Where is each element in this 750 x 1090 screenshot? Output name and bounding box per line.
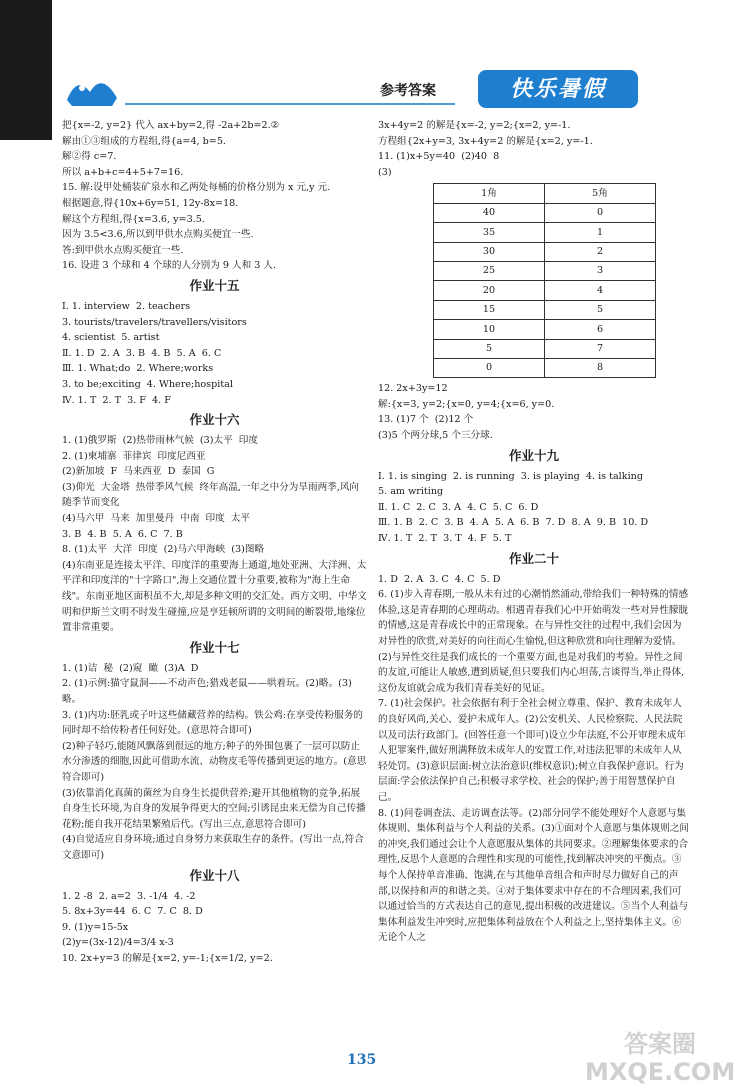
table-cell: 25 (434, 261, 545, 280)
table-row (434, 242, 656, 261)
answer-line: 15. 解:设甲处桶装矿泉水和乙两处每桶的价格分别为 x 元,y 元. (62, 182, 331, 194)
header-rule (125, 103, 455, 105)
mascot-icon (62, 70, 122, 110)
answer-line: 3. tourists/travelers/travellers/visitors (62, 316, 247, 328)
table-row (434, 281, 656, 300)
answer-line: 3. B 4. B 5. A 6. C 7. B (62, 528, 183, 540)
answer-line: Ⅱ. 1. D 2. A 3. B 4. B 5. A 6. C (62, 347, 222, 359)
header-title: 参考答案 (380, 83, 436, 99)
table-header: 1角 (434, 184, 545, 203)
answer-line: 12. 2x+3y=12 (378, 383, 448, 395)
answer-line: 解:{x=3, y=2;{x=0, y=4;{x=6, y=0. (378, 398, 555, 410)
table-cell: 0 (434, 358, 545, 377)
section-heading: 作业十六 (189, 412, 240, 428)
answer-line: (3)5 个两分球,5 个三分球. (378, 430, 493, 442)
answer-line: 1. 2 -8 2. a=2 3. -1/4 4. -2 (62, 890, 196, 902)
table-row (434, 320, 656, 339)
table-row (434, 358, 656, 377)
answer-line: (4)马六甲 马来 加里曼丹 中南 印度 太平 (62, 513, 250, 525)
answer-line: 因为 3.5<3.6,所以到甲供水点购买便宜一些. (62, 229, 254, 241)
page-number: 135 (347, 1052, 377, 1068)
answer-line: 3x+4y=2 的解是{x=-2, y=2;{x=2, y=-1. (378, 120, 571, 131)
section-heading: 作业十五 (189, 277, 240, 293)
answer-line: Ⅰ. 1. interview 2. teachers (62, 300, 191, 312)
answer-line: Ⅳ. 1. T 2. T 3. T 4. F 5. T (378, 533, 512, 545)
answer-line: 1. (1)诘 秘 (2)窥 瞰 (3)A D (62, 662, 199, 674)
answer-line: 解这个方程组,得{x=3.6, y=3.5. (62, 213, 205, 225)
answer-line: 3. to be;exciting 4. Where;hospital (62, 378, 233, 390)
answer-line: 11. (1)x+5y=40 (2)40 8 (378, 151, 500, 163)
table-cell: 4 (545, 281, 656, 300)
answer-line: 8. (1)问卷调查法、走访调查法等。(2)部分同学不能处理好个人意愿与集体规则、集体利益与个人利益的关系。(3)①面对个人意愿与集体规则之间的冲突,我们通过会让个人意愿服从集体的共同要求。②理解集体要求的合理性,反思个人意愿的合理性和实现的可能性,找到解决冲突的平衡点。③每个人保持单音准确、饱满,在与其他单音组合和声时尽力做好自己的声部,以保持和声的和谐之美。④对于集体要求中存在的不合理因素,我们可以通过恰当的方式表达自己的意见,提出积极的改进建议。⑤当个人利益与集体利益发生冲突时,应把集体利益放在个人利益之上,坚持集体主义。⑥无论个人之 (378, 807, 689, 944)
coin-table (433, 183, 656, 378)
table-row (434, 339, 656, 358)
table-cell: 7 (545, 339, 656, 358)
answer-line: 2. (1)示例:猫守鼠洞——不动声色;猎戏老鼠——哄着玩。(2)略。(3)略。 (62, 678, 352, 705)
brand-logo: 快乐暑假 (478, 70, 638, 108)
answer-line: (3)仰光 大金塔 热带季风气候 终年高温,一年之中分为旱雨两季,风向随季节而变化 (62, 481, 360, 509)
section-heading: 作业十八 (189, 867, 240, 883)
answer-line: 1. D 2. A 3. C 4. C 5. D (378, 573, 501, 585)
table-cell: 2 (545, 242, 656, 261)
table-cell: 6 (545, 320, 656, 339)
table-row (434, 203, 656, 222)
answer-line: 9. (1)y=15-5x (62, 921, 129, 933)
answer-line: 3. (1)内功:胚乳或子叶这些储藏营养的结构。铁公鸡:在享受传粉服务的同时却不给传粉者任何好处。(意思符合即可) (62, 709, 363, 737)
table-cell: 15 (434, 300, 545, 319)
table-cell: 8 (545, 358, 656, 377)
answer-line: 解②得 c=7. (62, 151, 117, 163)
answer-line: 8. (1)太平 大洋 印度 (2)马六甲海峡 (3)图略 (62, 544, 265, 556)
answer-line: Ⅲ. 1. What;do 2. Where;works (62, 363, 214, 375)
answer-line: 5. am writing (378, 486, 444, 498)
answer-line: 16. 设进 3 个球和 4 个球的人分别为 9 人和 3 人. (62, 260, 277, 272)
table-cell: 5 (434, 339, 545, 358)
section-heading: 作业十九 (508, 447, 559, 463)
answer-line: 把{x=-2, y=2} 代入 ax+by=2,得 -2a+2b=2.② (62, 120, 280, 131)
answer-line: 方程组{2x+y=3, 3x+4y=2 的解是{x=2, y=-1. (378, 135, 593, 147)
answer-line: 6. (1)步入青春期,一般从未有过的心潮悄然涌动,带给我们一种特殊的情感体验,这是青春期的心理萌动。相遇青春我们心中开始萌发一些对异性朦胧的情感,这是青春成长中的正常现象。在与异性交往的过程中,我们会因为对异性的欣赏,对美好的向往而心生愉悦,但这种欣赏和向往理解为爱情。(2)与异性交往是我们成长的一个重要方面,也是对我们的考验。异性之间的友谊,可能让人敏感,遭到质疑,但只要我们内心坦荡,言谈得当,举止得体,这份友谊就会成为我们青春美好的见证。 (378, 589, 689, 694)
table-cell: 10 (434, 320, 545, 339)
answer-line: 答:到甲供水点购买便宜一些. (62, 244, 184, 256)
answer-line: (3) (378, 166, 392, 178)
section-heading: 作业十七 (189, 639, 240, 655)
table-cell: 3 (545, 261, 656, 280)
answer-line: (4)东南亚是连接太平洋、印度洋的重要海上通道,地处亚洲、大洋洲、太平洋和印度洋的"十字路口",海上交通位置十分重要,被称为"海上生命线"。东南亚地区面积虽不大,却是多种文明的交汇处。西方文明、中华文明和伊斯兰文明不时发生碰撞,应是亨廷顿所谓的文明间的断裂带,地缘位置非常重要。 (62, 559, 367, 634)
answer-line: Ⅳ. 1. T 2. T 3. F 4. F (62, 394, 171, 406)
table-row (434, 300, 656, 319)
left-column (62, 118, 367, 967)
table-cell: 20 (434, 281, 545, 300)
answer-line: 5. 8x+3y=44 6. C 7. C 8. D (62, 906, 203, 918)
answer-line: 根据题意,得{10x+6y=51, 12y-8x=18. (62, 197, 239, 209)
table-cell: 1 (545, 223, 656, 242)
right-column (378, 118, 690, 946)
answer-line: 13. (1)7 个 (2)12 个 (378, 414, 474, 426)
table-row (434, 261, 656, 280)
table-cell: 0 (545, 203, 656, 222)
answer-line: (2)种子轻巧,能随风飘落到很远的地方;种子的外围包裹了一层可以防止水分渗透的细胞,因此可借助水流、动物皮毛等传播到更远的地方。(意思符合即可) (62, 740, 367, 783)
table-cell: 5 (545, 300, 656, 319)
table-row (434, 223, 656, 242)
answer-line: Ⅱ. 1. C 2. C 3. A 4. C 5. C 6. D (378, 501, 539, 513)
table-cell: 40 (434, 203, 545, 222)
answer-line: 2. (1)柬埔寨 菲律宾 印度尼西亚 (62, 450, 206, 462)
answer-line: Ⅲ. 1. B 2. C 3. B 4. A 5. A 6. B 7. D 8. A 9. B 10. D (378, 517, 649, 529)
watermark-logo: 答案圈 MXQE.COM (585, 1030, 736, 1086)
answer-line: 7. (1)社会保护。社会依据有利于全社会树立尊重、保护、教育未成年人的良好风尚,关心、爱护未成年人。(2)公安机关、人民检察院、人民法院以及司法行政部门。(回答任意一个即可)设立少年法庭,不公开审理未成年人犯罪案件,做好刑满释放未成年人的安置工作,对违法犯罪的未成年人从轻处罚。(3)意识层面:树立法治意识(维权意识);树立自我保护意识。行为层面:学会依法保护自己;积极寻求学校、社会的保护;善于用智慧保护自己。 (378, 698, 686, 803)
answer-line: 所以 a+b+c=4+5+7=16. (62, 166, 184, 178)
answer-line: (3)依靠消化真菌的菌丝为自身生长提供营养;避开其他植物的竞争,拓展自身生长环境,为自身的发展争得更大的空间;引诱昆虫来无偿为自己传播花粉;能自我开花结果繁殖后代。(写出三点,意思符合即可) (62, 787, 366, 830)
answer-line: (2)新加坡 F 马来西亚 D 泰国 G (62, 466, 215, 478)
table-cell: 35 (434, 223, 545, 242)
answer-line: 4. scientist 5. artist (62, 332, 160, 344)
answer-line: Ⅰ. 1. is singing 2. is running 3. is playing 4. is talking (378, 470, 643, 482)
answer-line: (4)自觉适应自身环境;通过自身努力来获取生存的条件。(写出一点,符合文意即可) (62, 834, 364, 861)
answer-line: 10. 2x+y=3 的解是{x=2, y=-1;{x=1/2, y=2. (62, 952, 273, 964)
table-header: 5角 (545, 184, 656, 203)
answer-line: 解由①③组成的方程组,得{a=4, b=5. (62, 135, 226, 147)
section-heading: 作业二十 (508, 550, 559, 566)
book-spine-edge (0, 0, 52, 140)
table-cell: 30 (434, 242, 545, 261)
answer-line: (2)y=(3x-12)/4=3/4 x-3 (62, 937, 174, 949)
answer-line: 1. (1)俄罗斯 (2)热带雨林气候 (3)太平 印度 (62, 435, 258, 447)
